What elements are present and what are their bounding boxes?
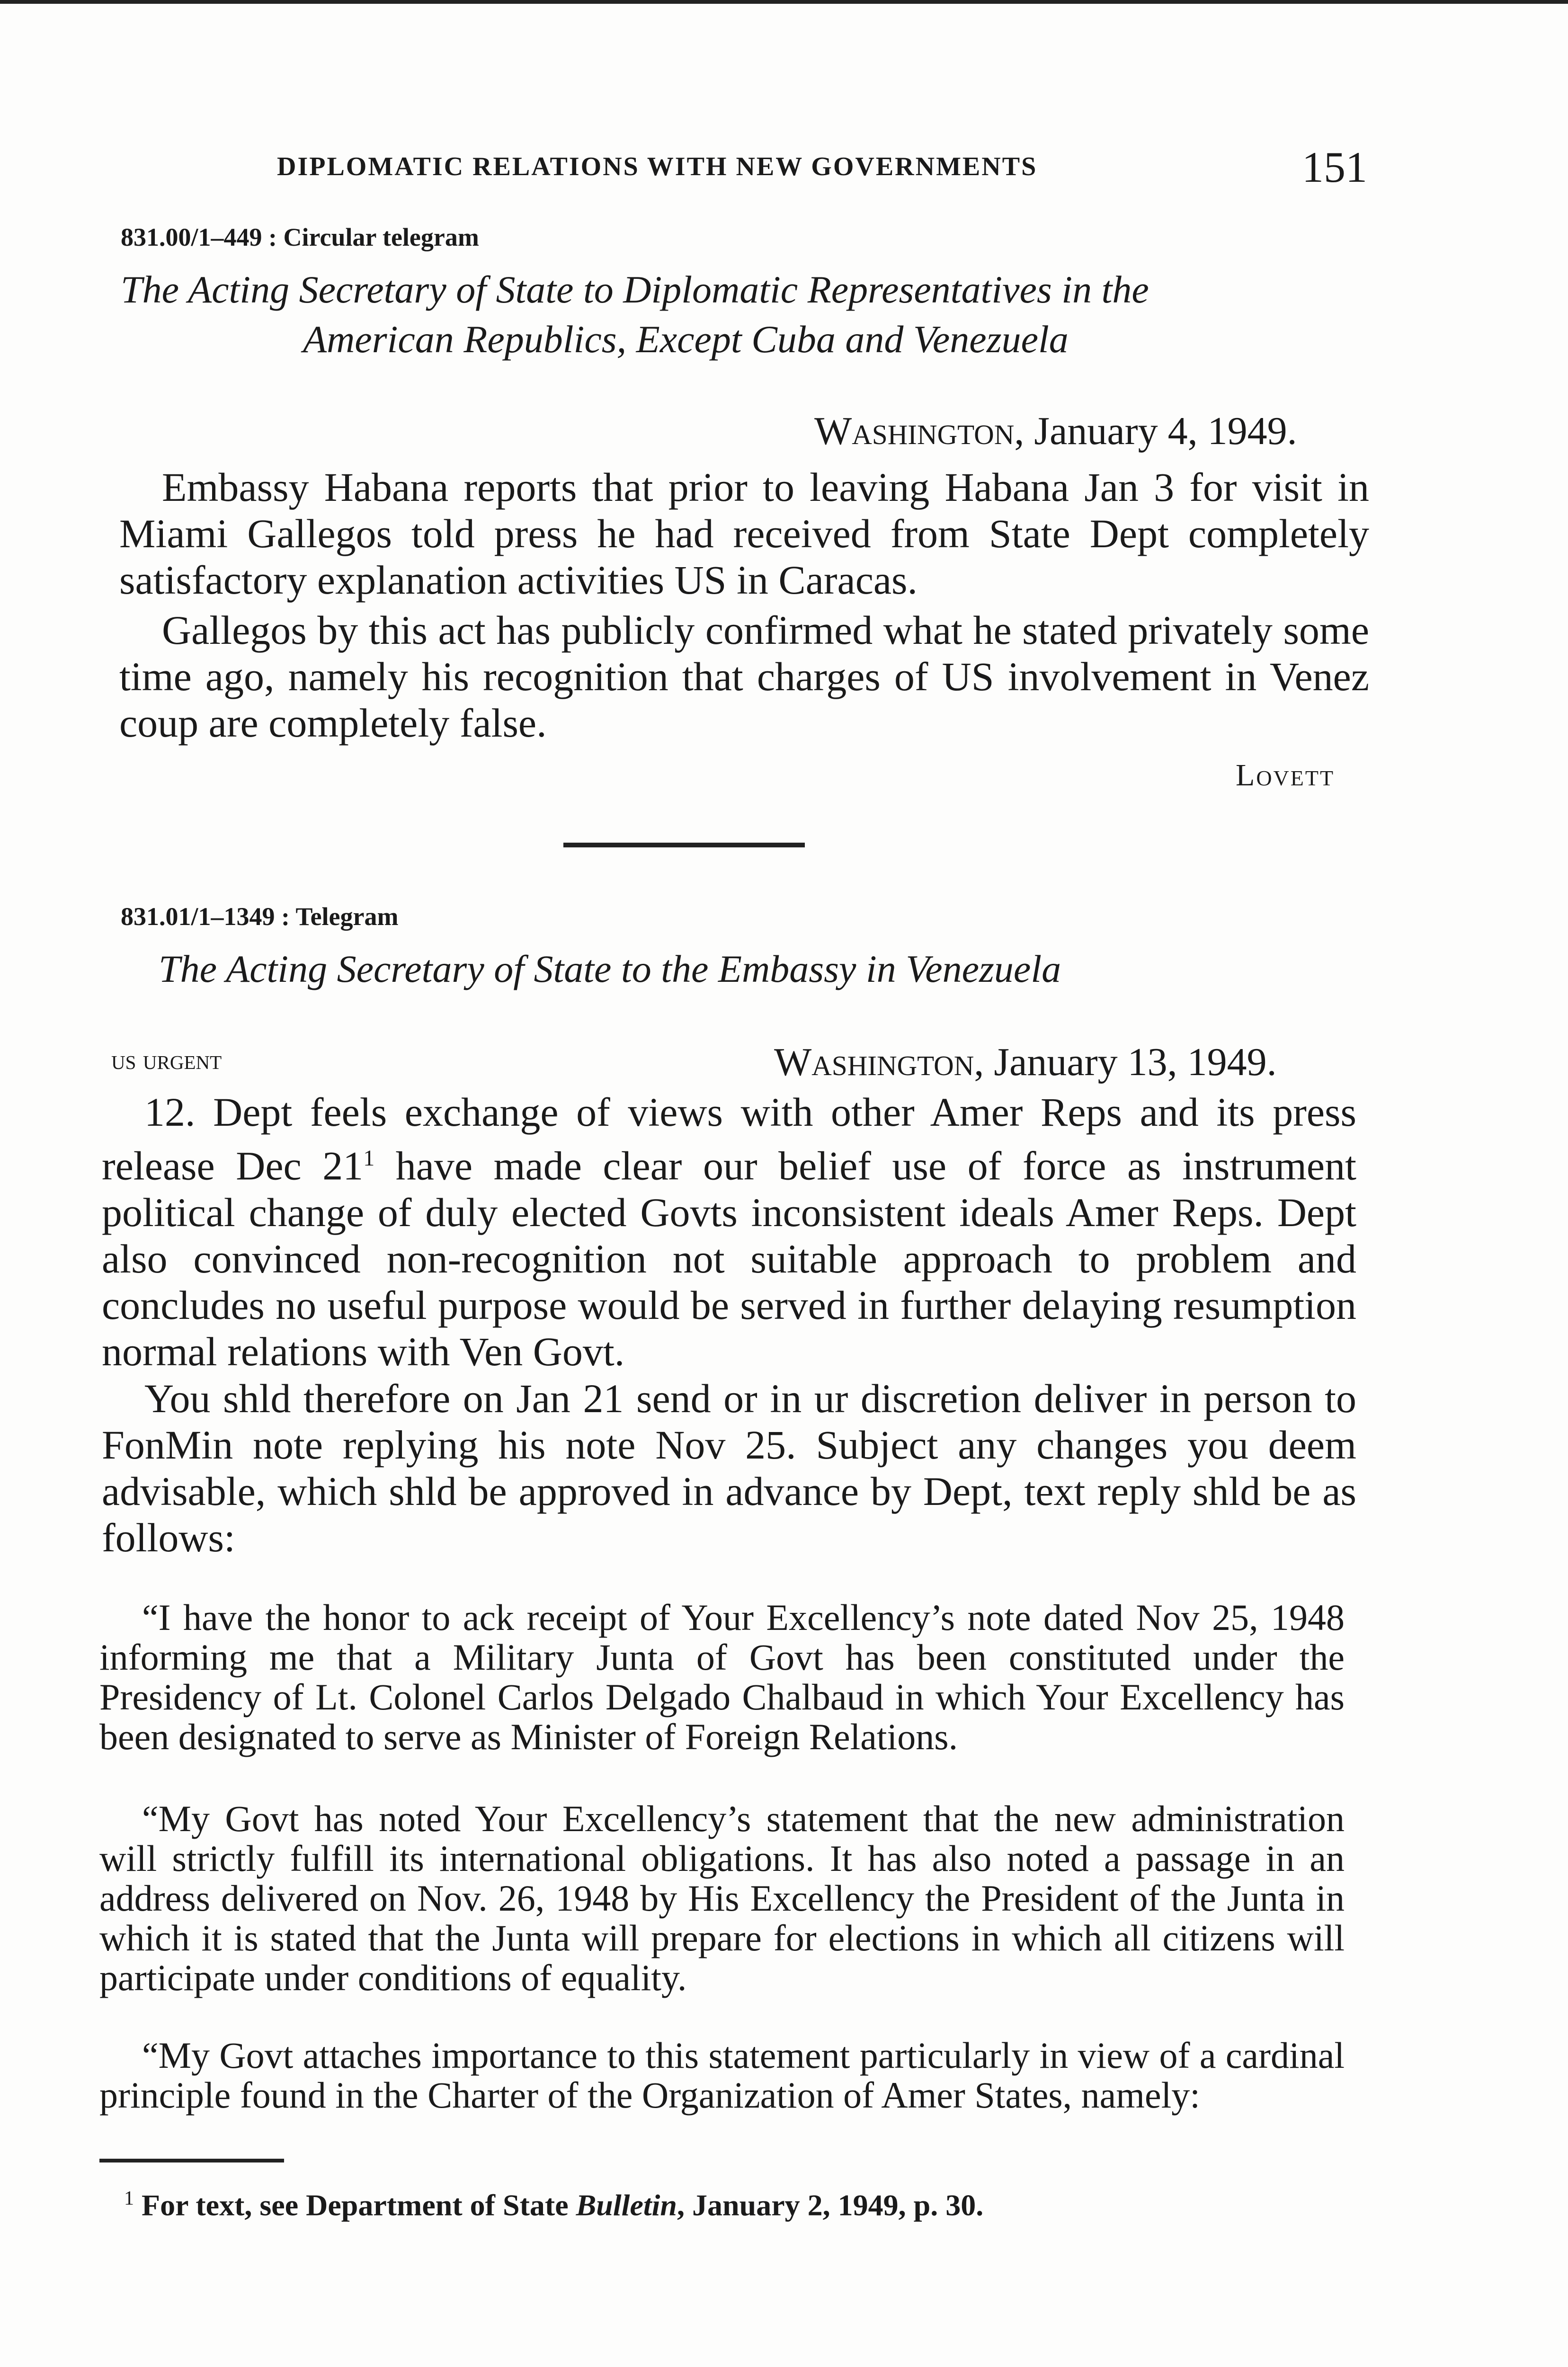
footnote [124, 2187, 983, 2223]
footnote-text-b: , January 2, 1949, p. 30. [677, 2188, 984, 2222]
doc1-paragraph-2: Gallegos by this act has publicly confirmed what he stated privately some time ago, namely his recognition that charges of US involvement in Venez coup are completely false. [119, 607, 1369, 746]
doc2-paragraph-1 [102, 1089, 1356, 1375]
running-head: DIPLOMATIC RELATIONS WITH NEW GOVERNMENTS [277, 152, 1038, 181]
doc1-file-reference: 831.00/1–449 : Circular telegram [121, 223, 479, 251]
footnote-marker: 1 [124, 2188, 134, 2209]
doc2-place: Washington [774, 1040, 974, 1084]
footnote-divider [99, 2159, 284, 2162]
footnote-ref-1: 1 [363, 1146, 375, 1171]
doc1-paragraph-1: Embassy Habana reports that prior to leaving Habana Jan 3 for visit in Miami Gallegos told press he had received from State Dept completely satisfactory explanation activities US in Caracas. [119, 464, 1369, 603]
section-divider [563, 843, 805, 847]
doc1-title-line2: American Republics, Except Cuba and Venezuela [303, 318, 1069, 361]
doc2-priority: us urgent [111, 1044, 222, 1075]
doc1-signature: Lovett [1236, 758, 1335, 792]
footnote-text-a: For text, see Department of State [134, 2188, 576, 2222]
doc2-dateline [774, 1039, 1277, 1085]
quote-paragraph-3: “My Govt attaches importance to this statement particularly in view of a cardinal principle found in the Charter of the Organization of Amer States, namely: [99, 2035, 1345, 2116]
doc2-paragraph-1-text-a: 12. Dept feels exchange of views with other Amer Reps and its press release Dec 21 [102, 1089, 1356, 1189]
top-edge-rule [0, 0, 1568, 4]
page-number: 151 [1302, 143, 1367, 191]
doc2-paragraph-1-text-b: have made clear our belief use of force as instrument political change of duly elected Govts inconsistent ideals Amer Reps. Dept also convinced non-recognition not suitable approach to problem and concludes no useful purpose would be served in further delaying resumption normal relations with Ven Govt. [102, 1143, 1356, 1374]
quote-paragraph-1: “I have the honor to ack receipt of Your Excellency’s note dated Nov 25, 1948 informing me that a Military Junta of Govt has been constituted under the Presidency of Lt. Colonel Carlos Delgado Chalbaud in which Your Excellency has been designated to serve as Minister of Foreign Relations. [99, 1597, 1345, 1757]
doc2-paragraph-2: You shld therefore on Jan 21 send or in ur discretion deliver in person to FonMin note replying his note Nov 25. Subject any changes you deem advisable, which shld be approved in advance by Dept, text reply shld be as follows: [102, 1376, 1356, 1560]
doc2-title: The Acting Secretary of State to the Embassy in Venezuela [159, 947, 1061, 990]
doc1-dateline [814, 408, 1297, 454]
doc1-place: Washington [814, 409, 1015, 453]
doc2-file-reference: 831.01/1–1349 : Telegram [121, 902, 399, 931]
doc1-date: , January 4, 1949. [1014, 409, 1297, 453]
doc1-title-line1: The Acting Secretary of State to Diplomatic Representatives in the [121, 268, 1149, 311]
footnote-text-italic: Bulletin [576, 2188, 677, 2222]
doc2-date: , January 13, 1949. [974, 1040, 1277, 1084]
quote-paragraph-2: “My Govt has noted Your Excellency’s statement that the new administration will strictly fulfill its international obligations. It has also noted a passage in an address delivered on Nov. 26, 1948 by His Excellency the President of the Junta in which it is stated that the Junta will prepare for elections in which all citizens will participate under conditions of equality. [99, 1798, 1345, 1998]
